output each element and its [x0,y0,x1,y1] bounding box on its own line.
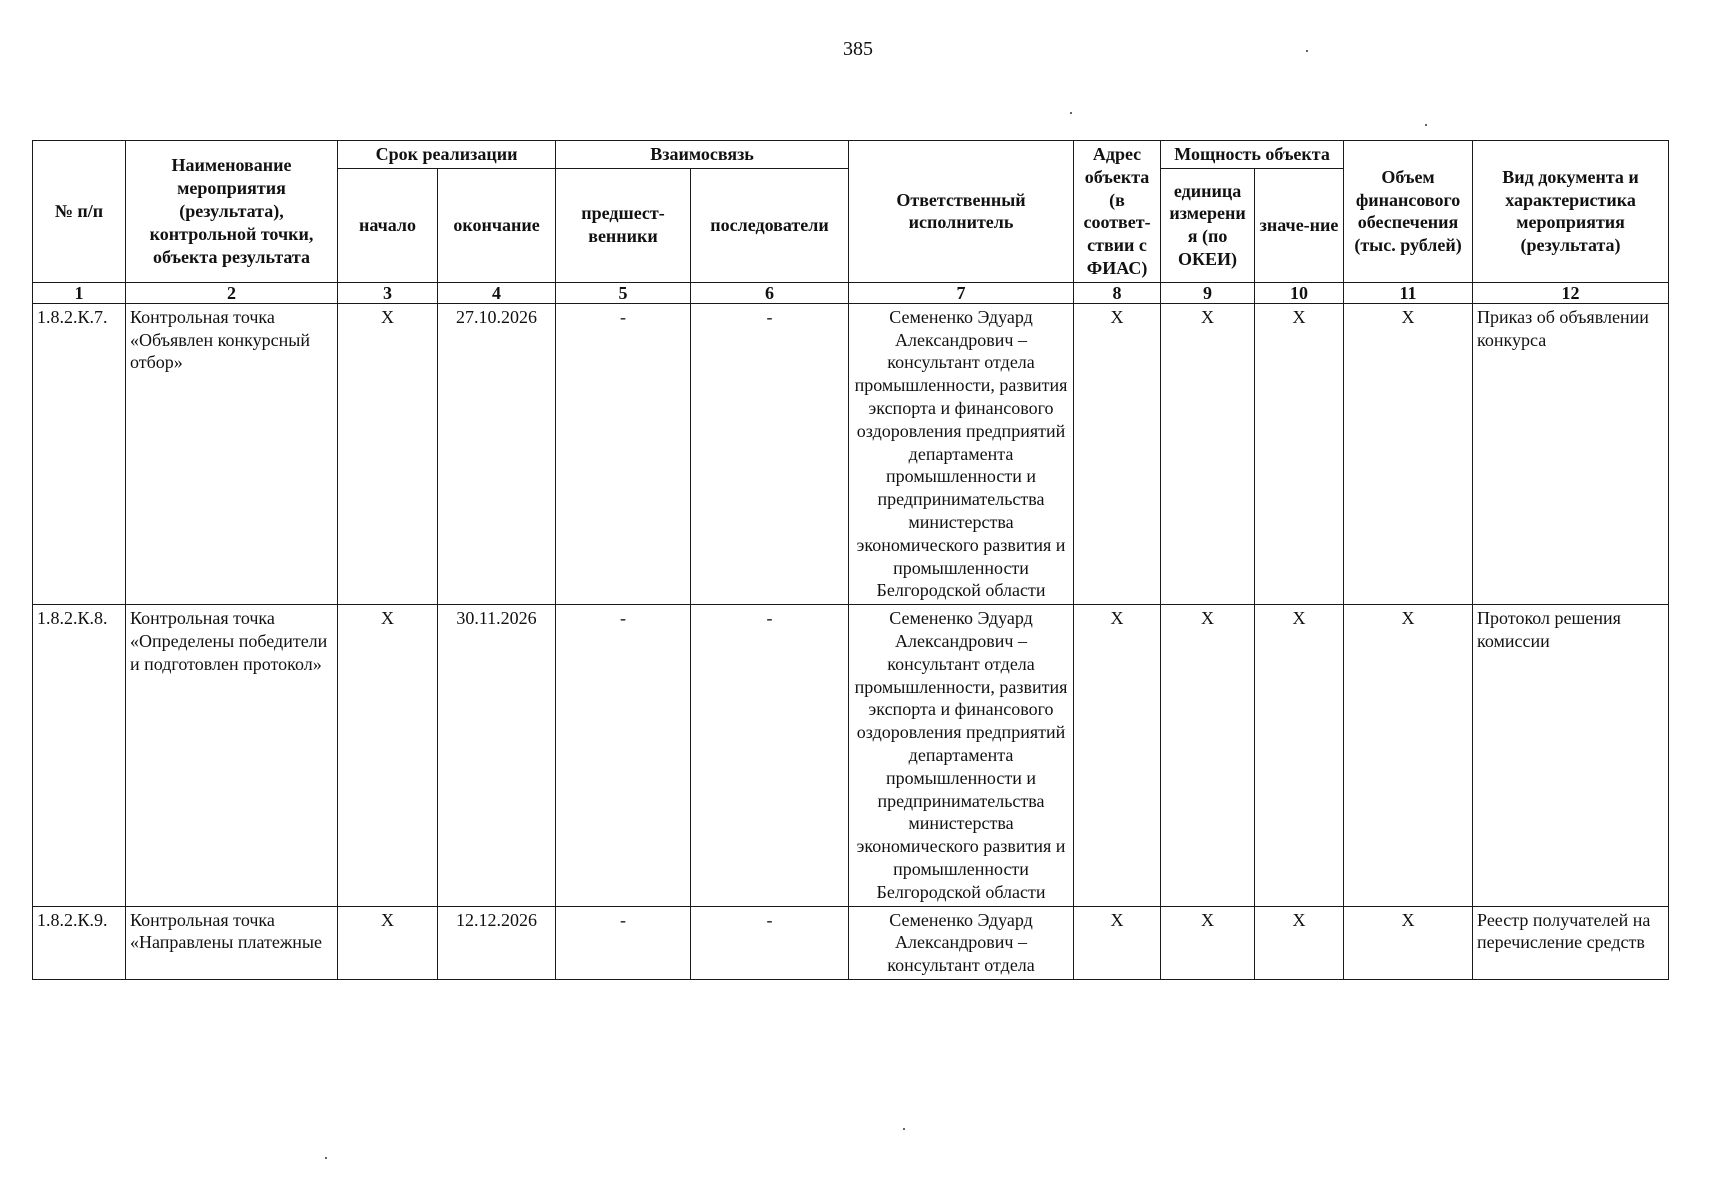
table-row [33,605,1669,906]
header-link-group: Взаимосвязь [556,141,849,169]
header-address: Адрес объекта (в соответ-ствии с ФИАС) [1074,141,1161,283]
row-responsible: Семененко Эдуард Александрович – консультант отдела [849,906,1074,979]
row-number: 1.8.2.К.9. [33,906,126,979]
row-finance: Х [1344,906,1473,979]
column-number: 2 [126,282,338,303]
row-predecessors: - [556,605,691,906]
header-name: Наименование мероприятия (результата), контрольной точки, объекта результата [126,141,338,283]
column-number-row [33,282,1669,303]
row-successors: - [691,303,849,604]
header-document: Вид документа и характеристика мероприятия (результата) [1473,141,1669,283]
header-predecessors: предшест-венники [556,168,691,282]
scan-speck [325,1157,327,1159]
row-successors: - [691,605,849,906]
row-start: Х [338,303,438,604]
row-address: Х [1074,605,1161,906]
column-number: 3 [338,282,438,303]
column-number: 4 [438,282,556,303]
row-document: Приказ об объявлении конкурса [1473,303,1669,604]
column-number: 1 [33,282,126,303]
column-number: 9 [1161,282,1255,303]
row-document: Протокол решения комиссии [1473,605,1669,906]
row-start: Х [338,906,438,979]
row-address: Х [1074,906,1161,979]
row-value: Х [1255,303,1344,604]
row-name: Контрольная точка «Определены победители и подготовлен протокол» [126,605,338,906]
header-end: окончание [438,168,556,282]
scan-speck [903,1128,905,1130]
row-finance: Х [1344,303,1473,604]
row-end: 30.11.2026 [438,605,556,906]
header-num: № п/п [33,141,126,283]
row-document: Реестр получателей на перечисление средств [1473,906,1669,979]
header-unit: единица измерения (по ОКЕИ) [1161,168,1255,282]
row-name: Контрольная точка «Объявлен конкурсный отбор» [126,303,338,604]
row-number: 1.8.2.К.7. [33,303,126,604]
row-unit: Х [1161,906,1255,979]
plan-table [32,140,1669,980]
header-successors: последователи [691,168,849,282]
table-row [33,303,1669,604]
page-number: 385 [843,38,873,60]
row-responsible: Семененко Эдуард Александрович – консультант отдела промышленности, развития экспорта и финансового оздоровления предприятий департамента промышленности и предпринимательства министерства экономического развития и промышленности Белгородской области [849,605,1074,906]
header-value: значе-ние [1255,168,1344,282]
column-number: 10 [1255,282,1344,303]
row-value: Х [1255,605,1344,906]
row-predecessors: - [556,906,691,979]
row-name: Контрольная точка «Направлены платежные [126,906,338,979]
row-number: 1.8.2.К.8. [33,605,126,906]
header-row-top [33,141,1669,169]
header-term-group: Срок реализации [338,141,556,169]
scan-speck [1306,50,1308,52]
header-responsible: Ответственный исполнитель [849,141,1074,283]
row-unit: Х [1161,605,1255,906]
scan-speck [1070,112,1072,114]
row-end: 12.12.2026 [438,906,556,979]
column-number: 7 [849,282,1074,303]
column-number: 11 [1344,282,1473,303]
row-responsible: Семененко Эдуард Александрович – консультант отдела промышленности, развития экспорта и финансового оздоровления предприятий департамента промышленности и предпринимательства министерства экономического развития и промышленности Белгородской области [849,303,1074,604]
row-finance: Х [1344,605,1473,906]
row-address: Х [1074,303,1161,604]
header-start: начало [338,168,438,282]
row-successors: - [691,906,849,979]
row-start: Х [338,605,438,906]
column-number: 6 [691,282,849,303]
row-value: Х [1255,906,1344,979]
table-row [33,906,1669,979]
scan-speck [1425,124,1427,126]
header-power-group: Мощность объекта [1161,141,1344,169]
row-predecessors: - [556,303,691,604]
column-number: 12 [1473,282,1669,303]
column-number: 8 [1074,282,1161,303]
row-end: 27.10.2026 [438,303,556,604]
row-unit: Х [1161,303,1255,604]
header-finance: Объем финансового обеспечения (тыс. рублей) [1344,141,1473,283]
column-number: 5 [556,282,691,303]
